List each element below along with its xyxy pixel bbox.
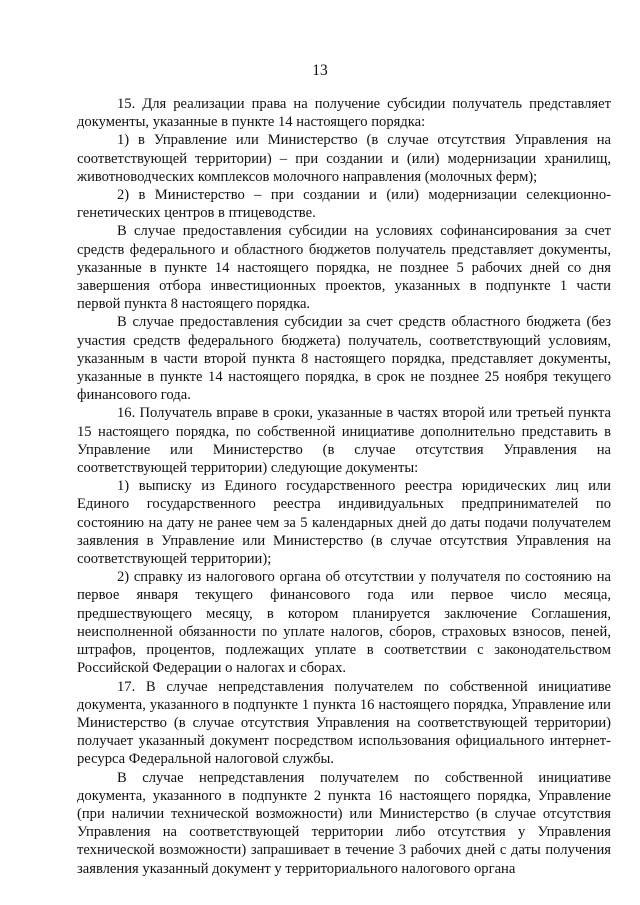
paragraph-15-regional-budget: В случае предоставления субсидии за счет средств областного бюджета (без участия средств федерального бюджета) получатель, соответствующий условиям, указанным в части второй пункта 8 настоящего порядка, представляет документы, указанные в пункте 14 настоящего порядка, в срок не позднее 25 ноября текущего финансового года. [77, 314, 611, 404]
paragraph-16-item-1: 1) выписку из Единого государственного реестра юридических лиц или Единого государственного реестра индивидуальных предпринимателей по состоянию на дату не ранее чем за 5 календарных дней до даты подачи получателем заявления в Управление или Министерство (в случае отсутствия Управления на соответствующей территории); [77, 478, 611, 568]
paragraph-16-item-2: 2) справку из налогового органа об отсутствии у получателя по состоянию на первое января текущего финансового года или первое число месяца, предшествующего месяцу, в котором планируется заключение Соглашения, неисполненной обязанности по уплате налогов, сборов, страховых взносов, пеней, штрафов, процентов, подлежащих уплате в соответствии с законодательством Российской Федерации о налогах и сборах. [77, 569, 611, 677]
paragraph-16: 16. Получатель вправе в сроки, указанные в частях второй или третьей пункта 15 настоящего порядка, по собственной инициативе дополнительно представить в Управление или Министерство (в случае отсутствия Управления на соответствующей территории) следующие документы: [77, 405, 611, 477]
paragraph-15: 15. Для реализации права на получение субсидии получатель представляет документы, указанные в пункте 14 настоящего порядка: [77, 96, 611, 131]
document-body [77, 95, 611, 878]
paragraph-15-item-1: 1) в Управление или Министерство (в случае отсутствия Управления на соответствующей территории) – при создании и (или) модернизации хранилищ, животноводческих комплексов молочного направления (молочных ферм); [77, 132, 611, 185]
page-number: 13 [312, 62, 328, 79]
paragraph-17: 17. В случае непредставления получателем по собственной инициативе документа, указанного в подпункте 1 пункта 16 настоящего порядка, Управление или Министерство (в случае отсутствия Управления на соответствующей территории) получает указанный документ посредством использования официального интернет-ресурса Федеральной налоговой службы. [77, 678, 611, 768]
paragraph-15-cofinancing: В случае предоставления субсидии на условиях софинансирования за счет средств федерального и областного бюджетов получатель представляет документы, указанные в пункте 14 настоящего порядка, не позднее 5 рабочих дней со дня завершения отбора инвестиционных проектов, указанных в подпункте 1 части первой пункта 8 настоящего порядка. [77, 223, 611, 313]
paragraph-15-item-2: 2) в Министерство – при создании и (или) модернизации селекционно-генетических центров в птицеводстве. [77, 187, 611, 222]
paragraph-17-part-2: В случае непредставления получателем по собственной инициативе документа, указанного в подпункте 2 пункта 16 настоящего порядка, Управление (при наличии технической возможности) или Министерство (в случае отсутствия Управления на соответствующей территории либо отсутствия у Управления технической возможности) запрашивает в течение 3 рабочих дней с даты получения заявления указанный документ у территориального налогового органа [77, 769, 611, 877]
